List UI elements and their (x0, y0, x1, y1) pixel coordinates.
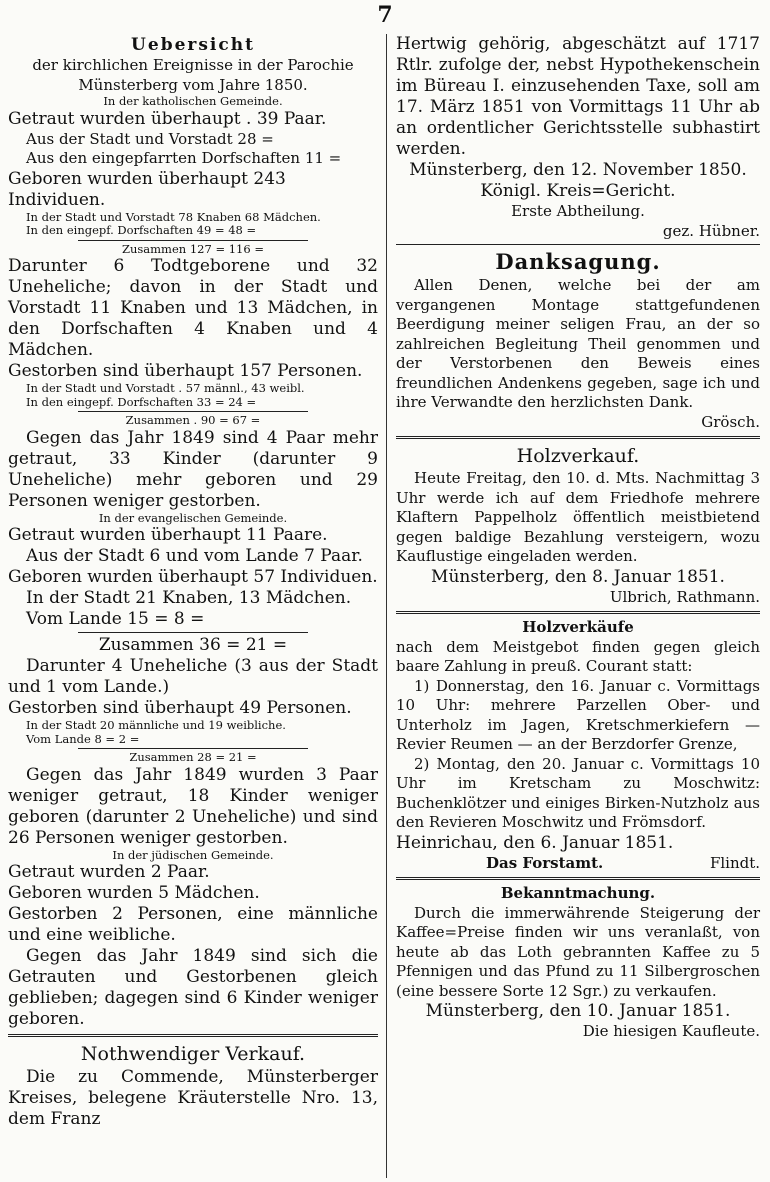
catholic-marriages-town: Aus der Stadt und Vorstadt 28 = (26, 129, 274, 148)
jewish-births: Geboren wurden 5 Mädchen. (8, 883, 260, 903)
wood-sale-signature: Ulbrich, Rathmann. (609, 587, 760, 606)
wood-sales-title: Holzverkäufe (522, 618, 634, 636)
wood-sales-item-2: 2) Montag, den 20. Januar c. Vormittags 10 Uhr im Kretscham zu Moschwitz: Buchenklötzer und einiges Birken-Nutzholz aus den Revieren Moschwitz und Frömsdorf. (396, 754, 760, 831)
catholic-births-villages: In den eingepf. Dorfschaften 49 = 48 = (26, 223, 257, 237)
evangelical-births-detail: Darunter 4 Uneheliche (3 aus der Stadt und 1 vom Lande.) (8, 656, 378, 697)
wood-sale-text: Heute Freitag, den 10. d. Mts. Nachmittag 3 Uhr werde ich auf dem Friedhofe mehrere Klaftern Pappelholz öffentlich meistbietend gegen baldige Bezahlung versteigern, wozu Kauflustige eingeladen werden. (396, 469, 760, 565)
catholic-births-town: In der Stadt und Vorstadt 78 Knaben 68 Mädchen. (26, 209, 321, 224)
wood-sales-place-date: Heinrichau, den 6. Januar 1851. (396, 832, 674, 853)
evangelical-marriages-detail: Aus der Stadt 6 und vom Lande 7 Paar. (26, 546, 363, 566)
jewish-heading: In der jüdischen Gemeinde. (112, 847, 274, 862)
thanks-title: Danksagung. (495, 249, 661, 274)
jewish-comparison: Gegen das Jahr 1849 sind sich die Getrauten und Gestorbenen gleich geblieben; dagegen sind 6 Kinder weniger geboren. (8, 946, 378, 1029)
catholic-marriages-villages: Aus den eingepfarrten Dorfschaften 11 = (26, 149, 342, 167)
section-rule (396, 436, 760, 439)
thanks-text: Allen Denen, welche bei der am vergangenen Montage stattgefundenen Beerdigung meiner seligen Frau, an der so zahlreichen Begleitung Theil genommen und der Verstorbenen den Beweis eines freundlichen Andenkens gegeben, sage ich und ihre Verwandte den herzlichsten Dank. (396, 276, 760, 411)
evangelical-births-total: Zusammen 36 = 21 = (98, 635, 288, 655)
forestry-office-label: Das Forstamt. (486, 853, 604, 872)
evangelical-deaths-total: Zusammen 28 = 21 = (129, 750, 257, 764)
forced-sale-title: Nothwendiger Verkauf. (80, 1043, 306, 1065)
column-divider (386, 34, 387, 1178)
wood-sale-place-date: Münsterberg, den 8. Januar 1851. (431, 566, 725, 587)
catholic-marriages: Getraut wurden überhaupt . 39 Paar. (8, 108, 327, 129)
notice-signature: Die hiesigen Kaufleute. (582, 1022, 760, 1040)
section-rule (396, 877, 760, 880)
overview-title: Uebersicht (131, 35, 255, 55)
evangelical-deaths: Gestorben sind überhaupt 49 Personen. (8, 698, 352, 718)
catholic-heading: In der katholischen Gemeinde. (103, 94, 283, 108)
evangelical-births: Geboren wurden überhaupt 57 Individuen. (8, 567, 378, 587)
forced-sale-place-date: Münsterberg, den 12. November 1850. (409, 160, 747, 180)
evangelical-births-country: Vom Lande 15 = 8 = (26, 609, 205, 629)
forced-sale-text: Die zu Commende, Münsterberger Kreises, belegene Kräuterstelle Nro. 13, dem Franz (8, 1067, 378, 1129)
page-number: 7 (377, 2, 393, 28)
catholic-deaths: Gestorben sind überhaupt 157 Personen. (8, 361, 363, 381)
catholic-deaths-villages: In den eingepf. Dorfschaften 33 = 24 = (26, 394, 257, 409)
sum-rule (78, 240, 308, 241)
wood-sales-item-1: 1) Donnerstag, den 16. Januar c. Vormittags 10 Uhr: mehrere Parzellen Ober- und Unterholz im Jagen, Kretschmerkiefern — Revier Reumen — an der Berzdorfer Grenze, (396, 676, 760, 753)
overview-subtitle-1: der kirchlichen Ereignisse in der Parochie (32, 56, 354, 74)
notice-title: Bekanntmachung. (500, 884, 656, 902)
wood-sales-signature-row (396, 854, 760, 874)
catholic-births-detail: Darunter 6 Todtgeborene und 32 Uneheliche; davon in der Stadt und Vorstadt 11 Knaben und 13 Mädchen, in den Dorfschaften 4 Knaben und 4 Mädchen. (8, 256, 378, 360)
jewish-deaths: Gestorben 2 Personen, eine männliche und eine weibliche. (8, 904, 378, 945)
sum-rule (78, 632, 308, 633)
evangelical-comparison: Gegen das Jahr 1849 wurden 3 Paar weniger getraut, 18 Kinder weniger geboren (darunter 2 Uneheliche) und sind 26 Personen weniger gestorben. (8, 764, 378, 848)
right-column (396, 34, 760, 1042)
sum-rule (78, 748, 308, 749)
jewish-marriages: Getraut wurden 2 Paar. (8, 862, 210, 882)
wood-sale-title: Holzverkauf. (516, 445, 640, 467)
sum-rule (78, 411, 308, 412)
catholic-deaths-town: In der Stadt und Vorstadt . 57 männl., 43 weibl. (26, 381, 305, 395)
evangelical-births-town: In der Stadt 21 Knaben, 13 Mädchen. (26, 588, 352, 608)
wood-sales-intro: nach dem Meistgebot finden gegen gleich baare Zahlung in preuß. Courant statt: (396, 637, 760, 675)
section-rule (8, 1034, 378, 1037)
forced-sale-continuation: Hertwig gehörig, abgeschätzt auf 1717 Rtlr. zufolge der, nebst Hypothekenschein im Büreau I. einzusehenden Taxe, soll am 17. März 1851 von Vormittags 11 Uhr ab an ordentlicher Gerichtsstelle subhastirt werden. (396, 34, 760, 159)
section-rule (396, 611, 760, 614)
catholic-deaths-total: Zusammen . 90 = 67 = (125, 413, 261, 427)
evangelical-heading: In der evangelischen Gemeinde. (98, 510, 288, 525)
catholic-comparison: Gegen das Jahr 1849 sind 4 Paar mehr getraut, 33 Kinder (darunter 9 Uneheliche) mehr geboren und 29 Personen weniger gestorben. (8, 427, 378, 511)
court-name: Königl. Kreis=Gericht. (480, 181, 676, 201)
section-rule (396, 244, 760, 245)
evangelical-deaths-country: Vom Lande 8 = 2 = (26, 731, 140, 746)
left-column (8, 34, 378, 1130)
notice-text: Durch die immerwährende Steigerung der Kaffee=Preise finden wir uns veranlaßt, von heute ab das Loth gebrannten Kaffee zu 5 Pfennigen und das Pfund zu 11 Silbergroschen (eine bessere Sorte 12 Sgr.) zu verkaufen. (396, 903, 760, 1000)
evangelical-marriages: Getraut wurden überhaupt 11 Paare. (8, 525, 328, 545)
overview-subtitle-2: Münsterberg vom Jahre 1850. (78, 75, 308, 94)
evangelical-deaths-town: In der Stadt 20 männliche und 19 weibliche. (26, 718, 286, 732)
forestry-signature: Flindt. (709, 853, 760, 872)
catholic-births-total: Zusammen 127 = 116 = (122, 241, 264, 256)
catholic-births: Geboren wurden überhaupt 243 Individuen. (8, 168, 286, 210)
court-signature: gez. Hübner. (662, 221, 760, 240)
thanks-signature: Grösch. (701, 412, 760, 431)
notice-place-date: Münsterberg, den 10. Januar 1851. (425, 1001, 731, 1021)
court-department: Erste Abtheilung. (511, 202, 645, 220)
